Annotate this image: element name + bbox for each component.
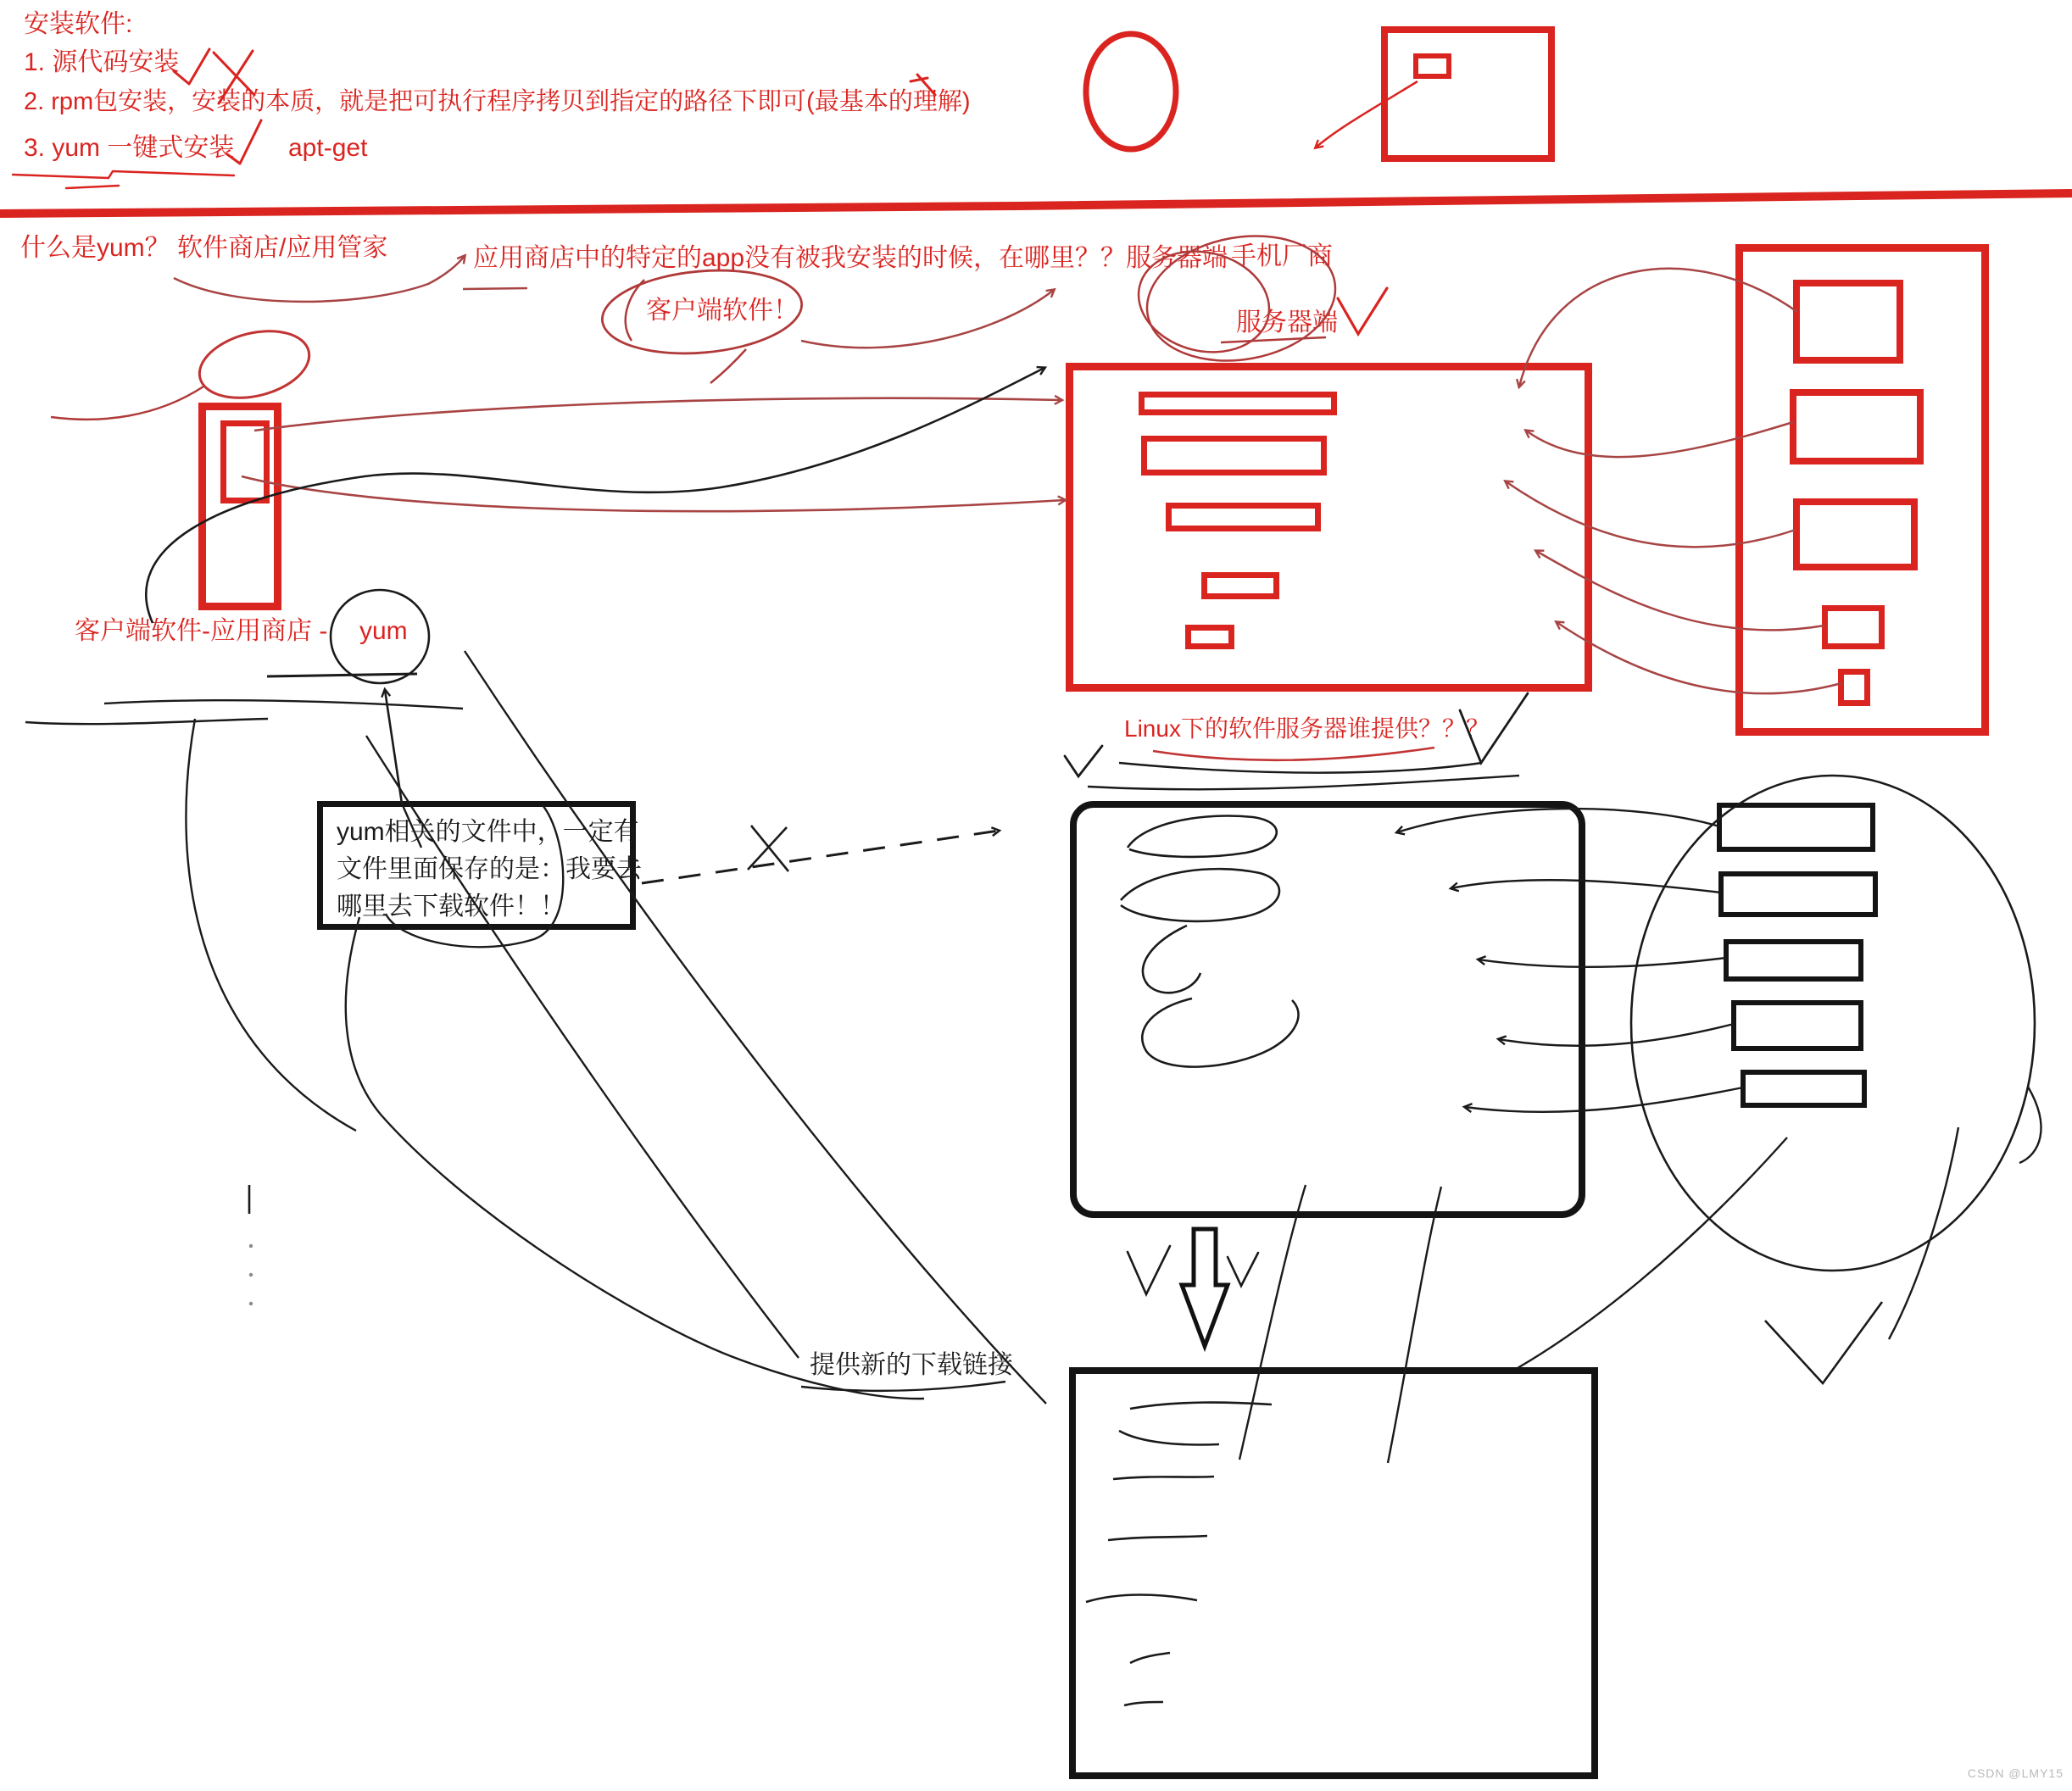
margin-marks — [249, 1185, 253, 1305]
server-file-bar-5 — [1185, 625, 1234, 649]
yum-word: yum — [359, 617, 408, 645]
top-right-inner-square — [1413, 53, 1451, 79]
download-server-box — [1069, 1367, 1598, 1779]
vendor-package-1 — [1793, 280, 1903, 364]
long-connector-lines — [186, 651, 1046, 1404]
client-store-label: 客户端软件-应用商店 - — [75, 617, 328, 645]
server-side-label: 服务器端 — [1236, 309, 1338, 337]
client-software-label: 客户端软件！ — [646, 297, 799, 325]
check-icon — [1338, 288, 1387, 334]
install-item-source: 1. 源代码安装 — [24, 48, 180, 76]
mirror-package-2 — [1718, 871, 1878, 917]
note-line-1: yum相关的文件中，一定有 — [337, 818, 639, 846]
provide-link-label: 提供新的下载链接 — [810, 1351, 1013, 1379]
vendor-package-5 — [1838, 669, 1870, 706]
server-file-bar-2 — [1141, 436, 1327, 476]
red-ellipse — [1086, 34, 1176, 149]
vendor-package-2 — [1790, 389, 1924, 464]
vendor-package-3 — [1793, 498, 1918, 570]
underline-scribble — [25, 700, 463, 724]
note-line-3: 哪里去下载软件！！ — [337, 893, 565, 921]
server-file-bar-1 — [1139, 392, 1337, 415]
apt-get-label: apt-get — [288, 134, 368, 162]
phone-screen — [220, 420, 270, 503]
install-title: 安装软件: — [24, 10, 133, 38]
linux-server-box — [1070, 801, 1585, 1218]
down-arrow-icon — [1182, 1229, 1228, 1346]
server-file-bar-4 — [1201, 572, 1279, 599]
csdn-watermark: CSDN @LMY15 — [1967, 1766, 2064, 1780]
dashed-arrow — [642, 831, 999, 883]
underline-scribble — [801, 1382, 1005, 1391]
top-right-red-box — [1381, 26, 1555, 162]
install-item-rpm: 2. rpm包安装，安装的本质，就是把可执行程序拷贝到指定的路径下即可(最基本的理解) — [24, 88, 971, 115]
underline-scribble — [13, 171, 234, 188]
mirror-package-3 — [1724, 939, 1863, 982]
red-separator-line — [0, 193, 2072, 214]
what-is-yum-label: 什么是yum？ 软件商店/应用管家 — [20, 234, 388, 262]
linux-server-question: Linux下的软件服务器谁提供？？？ — [1124, 715, 1490, 742]
app-store-question: 应用商店中的特定的app没有被我安装的时候，在哪里？？服务器端 — [473, 244, 1228, 272]
mirror-package-4 — [1731, 1000, 1863, 1051]
linux-question-marks — [1088, 748, 1519, 789]
vendor-package-4 — [1822, 605, 1885, 649]
server-file-bar-3 — [1166, 503, 1321, 531]
install-item-yum: 3. yum 一键式安装 — [24, 134, 235, 162]
mirror-package-1 — [1717, 803, 1875, 852]
check-icon — [1128, 1246, 1258, 1294]
phone-to-server-line — [242, 398, 1065, 511]
mirror-package-5 — [1741, 1070, 1867, 1108]
x-mark-icon — [748, 826, 788, 871]
note-line-2: 文件里面保存的是：我要去 — [337, 855, 642, 883]
arrow-to-server-side — [801, 290, 1054, 348]
phone-vendor-label: 手机厂商 — [1231, 242, 1333, 270]
yum-config-note-box — [317, 801, 642, 930]
